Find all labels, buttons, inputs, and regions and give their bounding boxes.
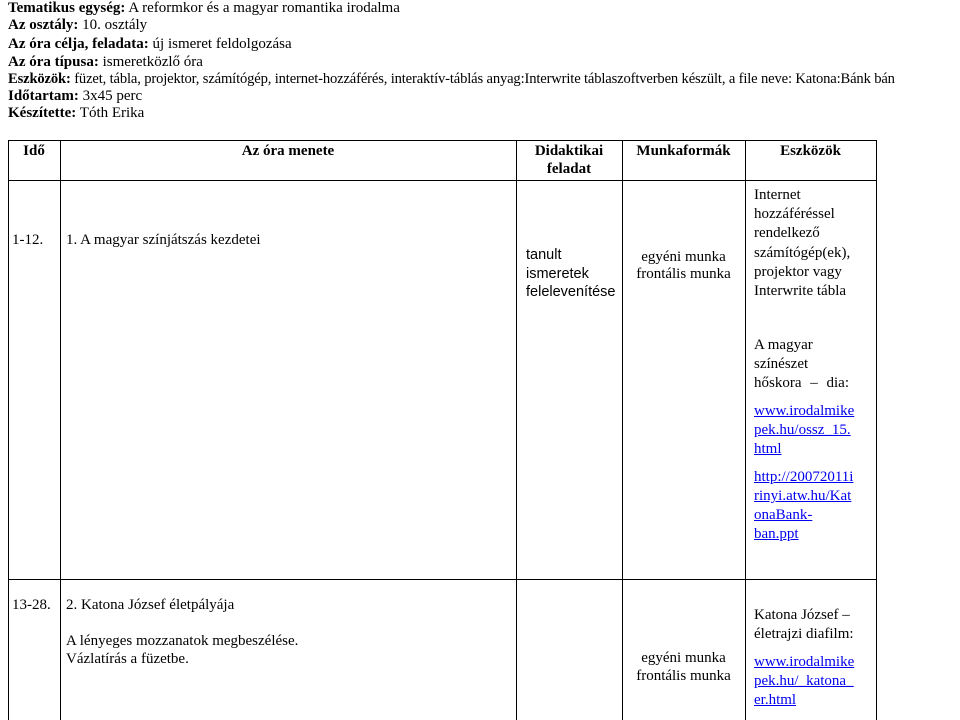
row1-link2-part4[interactable]: ban.ppt	[754, 526, 799, 542]
row2-workform-2: frontális munka	[636, 668, 731, 684]
row1-link1-part1[interactable]: www.irodalmike	[754, 403, 855, 419]
row2-process-line2: A lényeges mozzanatok megbeszélése.	[66, 633, 299, 649]
row1-task-2: ismeretek	[526, 266, 589, 282]
type-line	[8, 53, 203, 71]
col-header-workform: Munkaformák	[636, 143, 731, 159]
row1-link2-part2[interactable]: rinyi.atw.hu/Kat	[754, 488, 852, 504]
row1-dia-2: színészet	[754, 356, 809, 372]
topic-value: A reformkor és a magyar romantika irodalma	[128, 0, 400, 16]
tools-value: füzet, tábla, projektor, számítógép, internet-hozzáférés, interaktív-táblás anyag:Interwrite táblaszoftverben készült, a file neve: Katona:Bánk bán	[74, 71, 895, 87]
row1-link1-part3[interactable]: html	[754, 441, 782, 457]
row1-link2-part3[interactable]: onaBank-	[754, 507, 813, 523]
row1-tools-1: Internet	[754, 187, 801, 203]
row2-workform-1: egyéni munka	[641, 650, 726, 666]
goal-label: Az óra célja, feladata:	[8, 36, 149, 52]
row2-link-part3[interactable]: er.html	[754, 692, 797, 708]
col-divider-1	[60, 140, 61, 720]
duration-line	[8, 87, 142, 105]
table-left-border	[8, 140, 9, 720]
row1-tools-6: Interwrite tábla	[754, 283, 847, 299]
row1-workform-2: frontális munka	[636, 266, 731, 282]
row1-tools-4: számítógép(ek),	[754, 245, 851, 261]
row-divider	[8, 579, 876, 580]
author-line	[8, 104, 144, 122]
col-divider-2	[516, 140, 517, 720]
table-right-border	[876, 140, 877, 720]
col-header-task-1: Didaktikai	[534, 143, 604, 159]
goal-value: új ismeret feldolgozása	[152, 36, 292, 52]
author-value: Tóth Erika	[79, 105, 145, 121]
row1-time: 1-12.	[12, 232, 44, 248]
col-divider-3	[622, 140, 623, 720]
row2-time: 13-28.	[12, 597, 51, 613]
tools-line	[8, 70, 895, 88]
row1-task-3: felelevenítése	[526, 284, 616, 300]
row2-tools-1: Katona József –	[754, 607, 850, 623]
col-header-tools: Eszközök	[780, 143, 841, 159]
class-label: Az osztály:	[8, 17, 79, 33]
type-label: Az óra típusa:	[8, 54, 99, 70]
row1-link1-part2[interactable]: pek.hu/ossz_15.	[754, 422, 851, 438]
row2-tools-2: életrajzi diafilm:	[754, 626, 854, 642]
row1-link2-part1[interactable]: http://20072011i	[754, 469, 854, 485]
tools-label: Eszközök:	[8, 71, 71, 87]
duration-value: 3x45 perc	[82, 88, 143, 104]
class-line	[8, 16, 147, 34]
row2-link-part1[interactable]: www.irodalmike	[754, 654, 855, 670]
row1-tools-2: hozzáféréssel	[754, 206, 835, 222]
row1-dia-3: hőskora – dia:	[754, 375, 849, 391]
col-header-process: Az óra menete	[241, 143, 335, 159]
goal-line	[8, 35, 292, 53]
row2-process: 2. Katona József életpályája	[66, 597, 235, 613]
col-header-task-2: feladat	[546, 161, 592, 177]
author-label: Készítette:	[8, 105, 77, 121]
type-value: ismeretközlő óra	[102, 54, 203, 70]
row1-process: 1. A magyar színjátszás kezdetei	[66, 232, 261, 248]
class-value: 10. osztály	[82, 17, 148, 33]
duration-label: Időtartam:	[8, 88, 79, 104]
topic-label: Tematikus egység:	[8, 0, 126, 16]
col-divider-4	[745, 140, 746, 720]
row1-tools-5: projektor vagy	[754, 264, 842, 280]
header-row-divider	[8, 180, 876, 181]
row1-dia-1: A magyar	[754, 337, 813, 353]
topic-line	[8, 0, 400, 17]
col-header-time: Idő	[23, 143, 45, 159]
row1-task-1: tanult	[526, 247, 562, 263]
row1-tools-3: rendelkező	[754, 225, 820, 241]
row2-link-part2[interactable]: pek.hu/_katona_	[754, 673, 854, 689]
row2-process-line3: Vázlatírás a füzetbe.	[66, 651, 189, 667]
row1-workform-1: egyéni munka	[641, 249, 726, 265]
